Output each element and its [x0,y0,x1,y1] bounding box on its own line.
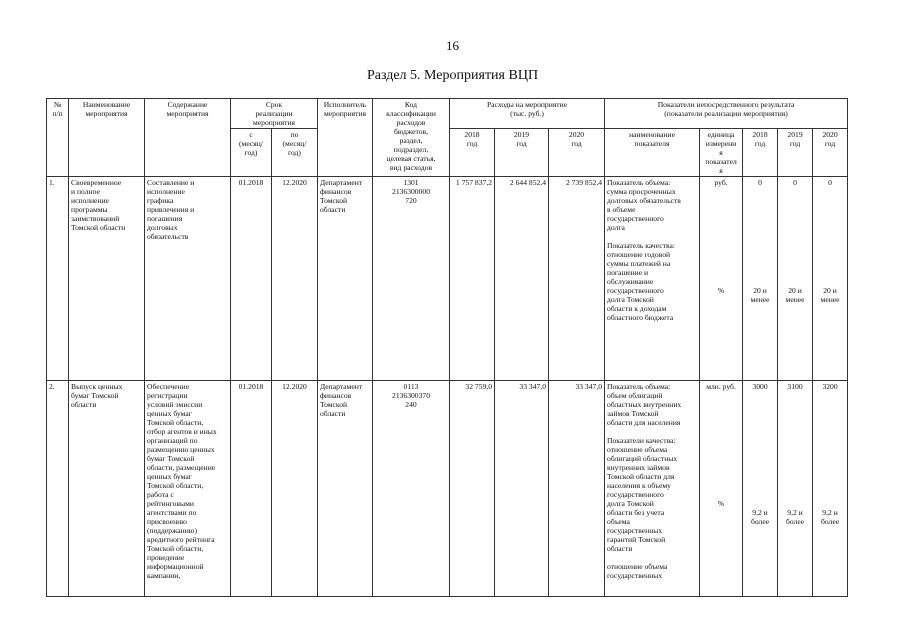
events-table [46,98,848,597]
term-from: 01.2018 [231,177,272,381]
term-from: 01.2018 [231,381,272,597]
row-number: 1. [47,177,69,381]
event-name: Выпуск ценных бумаг Томской области [69,381,145,597]
unit-volume: руб. [714,178,728,187]
value-quality-2019: 9,2 и более [785,508,805,526]
header-exp-2019: 2019 год [495,129,549,177]
indicator-quality: Показатель качества: отношение годовой суммы платежей на погашение и обслуживание государственного долга Томской области к доходам областного бюджета [607,241,675,322]
header-ind-2020: 2020 год [813,129,848,177]
header-indicator-name: наименование показателя [605,129,700,177]
indicator-2019 [778,177,813,381]
indicator-units [700,177,743,381]
header-to: по (месяц/ год) [272,129,318,177]
header-from: с (месяц/ год) [231,129,272,177]
value-quality-2020: 9,2 и более [820,508,840,526]
indicator-third: отношение объема государственных [607,562,668,580]
header-content: Содержание мероприятия [145,99,231,177]
header-indicators: Показатели непосредственного результата (показатели реализации мероприятия) [605,99,848,129]
header-unit: единица измерени я показател я [700,129,743,177]
value-volume-2020: 0 [828,178,832,187]
indicator-2020 [813,381,848,597]
expense-2020: 2 739 852,4 [549,177,605,381]
indicator-volume: Показатель объема: объем облигаций областных внутренних займов Томской области для населения [607,382,682,427]
indicator-2020 [813,177,848,381]
expense-2019: 33 347,0 [495,381,549,597]
indicator-names [605,177,700,381]
header-expenses: Расходы на мероприятие (тыс. руб.) [450,99,605,129]
indicator-names [605,381,700,597]
table-row [47,381,848,597]
event-content: Обеспечение регистрации условий эмиссии ценных бумаг Томской области, отбор агентов и иных организаций по размещению ценных бумаг Томской области, размещение ценных бумаг Томской области, работа с рейтинговыми агентствами по присвоению (поддержанию) кредитного рейтинга Томской области, проведение информационной кампании, [145,381,231,597]
header-term: Срок реализации мероприятия [231,99,318,129]
header-exp-2020: 2020 год [549,129,605,177]
term-to: 12.2020 [272,177,318,381]
indicator-2018 [743,177,778,381]
value-quality-2020: 20 и менее [820,286,840,304]
indicator-units [700,381,743,597]
page-number: 16 [446,38,459,53]
indicator-volume: Показатель объема: сумма просроченных долговых обязательств в объеме государственного долга [607,178,681,232]
indicator-2018 [743,381,778,597]
expense-2018: 32 759,0 [450,381,495,597]
value-volume-2019: 0 [793,178,797,187]
value-quality-2018: 9,2 и более [750,508,770,526]
indicator-2019 [778,381,813,597]
event-content: Составление и исполнение графика привлечения и погашения долговых обязательств [145,177,231,381]
expense-2020: 33 347,0 [549,381,605,597]
value-quality-2019: 20 и менее [785,286,805,304]
unit-volume: млн. руб. [706,382,736,391]
value-quality-2018: 20 и менее [750,286,770,304]
header-name: Наименование мероприятия [69,99,145,177]
executor: Департамент финансов Томской области [318,177,373,381]
header-ind-2018: 2018 год [743,129,778,177]
expense-2019: 2 644 852,4 [495,177,549,381]
header-executor: Исполнитель мероприятия [318,99,373,177]
term-to: 12.2020 [272,381,318,597]
event-name: Своевременное и полное исполнение программы заимствований Томской области [69,177,145,381]
executor: Департамент финансов Томской области [318,381,373,597]
header-row-1 [47,99,848,129]
header-num: № п/п [47,99,69,177]
table-row [47,177,848,381]
expense-2018: 1 757 837,2 [450,177,495,381]
header-code: Код классификации расходов бюджетов, раздел, подраздел, целевая статья, вид расходов [373,99,450,177]
unit-quality: % [717,499,725,508]
value-volume-2019: 3100 [787,382,803,391]
budget-code: 1301 2136300000 720 [373,177,450,381]
indicator-quality: Показатели качества: отношение объема облигаций областных внутренних займов Томской области для населения к объему государственного долга Томской области без учета объема государственных гарантий Томской области [607,436,678,553]
header-ind-2019: 2019 год [778,129,813,177]
row-number: 2. [47,381,69,597]
section-title: Раздел 5. Мероприятия ВЦП [366,68,539,83]
budget-code: 0113 2136300370 240 [373,381,450,597]
value-volume-2018: 0 [758,178,762,187]
unit-quality: % [717,286,725,295]
header-exp-2018: 2018 год [450,129,495,177]
value-volume-2020: 3200 [822,382,838,391]
value-volume-2018: 3000 [752,382,768,391]
